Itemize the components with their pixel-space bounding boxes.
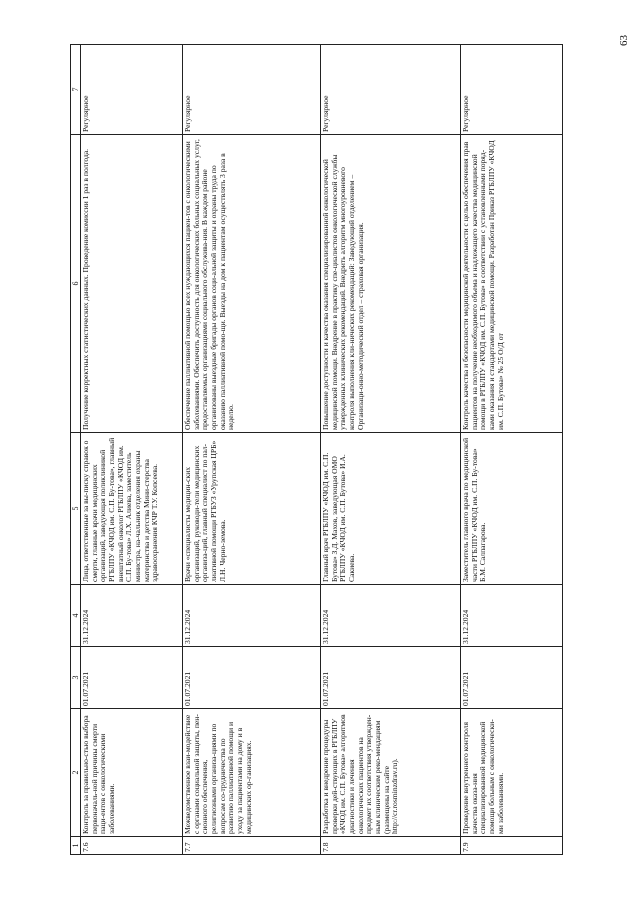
expected-result: Повышение доступности и качества оказания специализированной онкологической медицинской помощи. Внедрение в практику спе-циалистов онкологической службы утвержденных клинических рекомендаций. Внедрить алгоритм многоуровневого контроля выполнения кли-нических рекомендаций: Заведующий отделением – Организаци-онно-методический отдел – страховая организация. bbox=[321, 135, 461, 433]
row-number: 7.6 bbox=[81, 837, 183, 855]
header-cell: 3 bbox=[71, 647, 81, 709]
rotated-table-container bbox=[70, 45, 610, 855]
row-number: 7.8 bbox=[321, 837, 461, 855]
expected-result: Контроль качества и безопасности медицинской деятельности с целью обеспечения прав пациентов на получение необходимого объема и надлежащего качества медицинской помощи в РГБЛПУ «КЧОД им. С.П. Бутова» в соответствии с установленными поряд-ками оказания и стандартами медицинской помощи. Разработан Приказ РГБЛПУ «КЧОД им. С.П. Бутова» № 25 О/Д от bbox=[461, 135, 563, 433]
measure-title: Разработка и внедрение процедуры проверки дей-ствующих в РГБЛПУ «КЧОД им. С.П. Бутова» алгоритмов диагностики и лечения онкологических пациентов на предмет их соответствия утвержден-ным клиническим реко-мендациям (размещены на сайте http://cr.rosminzdrav.ru). bbox=[321, 709, 461, 837]
measure-title: Проведение внутреннего контроля качества оказа-ния специализированной медицинской помощи больным с онкологически-ми заболеваниями. bbox=[461, 709, 563, 837]
responsible-persons: Заместитель главного врача по медицинской части РГБЛПУ «КЧОД им. С.П. Бу-това» Б.М. Салпагарова. bbox=[461, 433, 563, 585]
expected-result: Получение корректных статистических данных. Проведение комиссии 1 раз в полгода. bbox=[81, 135, 183, 433]
header-cell: 7 bbox=[71, 45, 81, 135]
row-number: 7.7 bbox=[183, 837, 321, 855]
page-number: 63 bbox=[618, 35, 630, 46]
table-row bbox=[81, 45, 183, 855]
end-date: 31.12.2024 bbox=[183, 585, 321, 647]
end-date: 31.12.2024 bbox=[461, 585, 563, 647]
header-cell: 5 bbox=[71, 433, 81, 585]
expected-result: Обеспечение паллиативной помощью всех нуждающихся пациен-тов с онкологическими заболеваниями. Обеспечить доступность для онкологических больных социальных услуг, предоставляемых организациями социального обслужива-ния. В каждом районе организованы выездные бригады органов соци-альной защиты и охраны труда по оказанию паллиативной помо-щи. Выезды на дом к пациентам осуществлять 3 раза в неделю. bbox=[183, 135, 321, 433]
header-cell: 4 bbox=[71, 585, 81, 647]
start-date: 01.07.2021 bbox=[183, 647, 321, 709]
responsible-persons: Главный врач РГБЛПУ «КЧОД им. С.П. Бутова» З.Д. Махов, заведующая ОМО РГБЛПУ «КЧОД им. С.П. Бутова» И.А. Сакиева. bbox=[321, 433, 461, 585]
start-date: 01.07.2021 bbox=[81, 647, 183, 709]
start-date: 01.07.2021 bbox=[461, 647, 563, 709]
row-number: 7.9 bbox=[461, 837, 563, 855]
responsible-persons: Лица, ответственные за вы-писку справок о смерти, главные врачи медицинских организаций, заведующая поликлиникой РГБЛПУ «КЧОД им. С.П. Бу-това», главный внештатный онколог РГБЛПУ «КЧОД им. С.П. Бу-това» Л.Х. Алиева, заместитель министра, на-чальник отделения охраны материнства и детства Мини-стерства здравоохранения КЧР Т.У. Копсеева. bbox=[81, 433, 183, 585]
responsible-persons: Врачи «специалисты медицин-ских организаций, руководи-тели медицинских организа-ций, главный специалист по пал-лиативной помощи РГБУЗ «Урупская ЦРБ» Л.Н. Черно-земова. bbox=[183, 433, 321, 585]
measure-title: Контроль за правильно-стью выбора первоначаль-ной причины смерти паци-ентов с онкологическими заболеваниями. bbox=[81, 709, 183, 837]
periodicity: Регулярное bbox=[461, 45, 563, 135]
end-date: 31.12.2024 bbox=[81, 585, 183, 647]
periodicity: Регулярное bbox=[183, 45, 321, 135]
measure-title: Межведомственное взаи-модействие с органами социальной защиты, пен-сионного обеспечения, религиозными организа-циями по вопросам со-трудничества по развитию паллиативной помощи и уходу за пациентами на дому и в медицинских ор-ганизациях. bbox=[183, 709, 321, 837]
periodicity: Регулярное bbox=[321, 45, 461, 135]
table-row bbox=[461, 45, 563, 855]
header-cell: 6 bbox=[71, 135, 81, 433]
start-date: 01.07.2021 bbox=[321, 647, 461, 709]
plan-table bbox=[70, 44, 563, 855]
end-date: 31.12.2024 bbox=[321, 585, 461, 647]
header-row bbox=[71, 45, 81, 855]
table-row bbox=[183, 45, 321, 855]
header-cell: 1 bbox=[71, 837, 81, 855]
periodicity: Регулярное bbox=[81, 45, 183, 135]
header-cell: 2 bbox=[71, 709, 81, 837]
table-row bbox=[321, 45, 461, 855]
